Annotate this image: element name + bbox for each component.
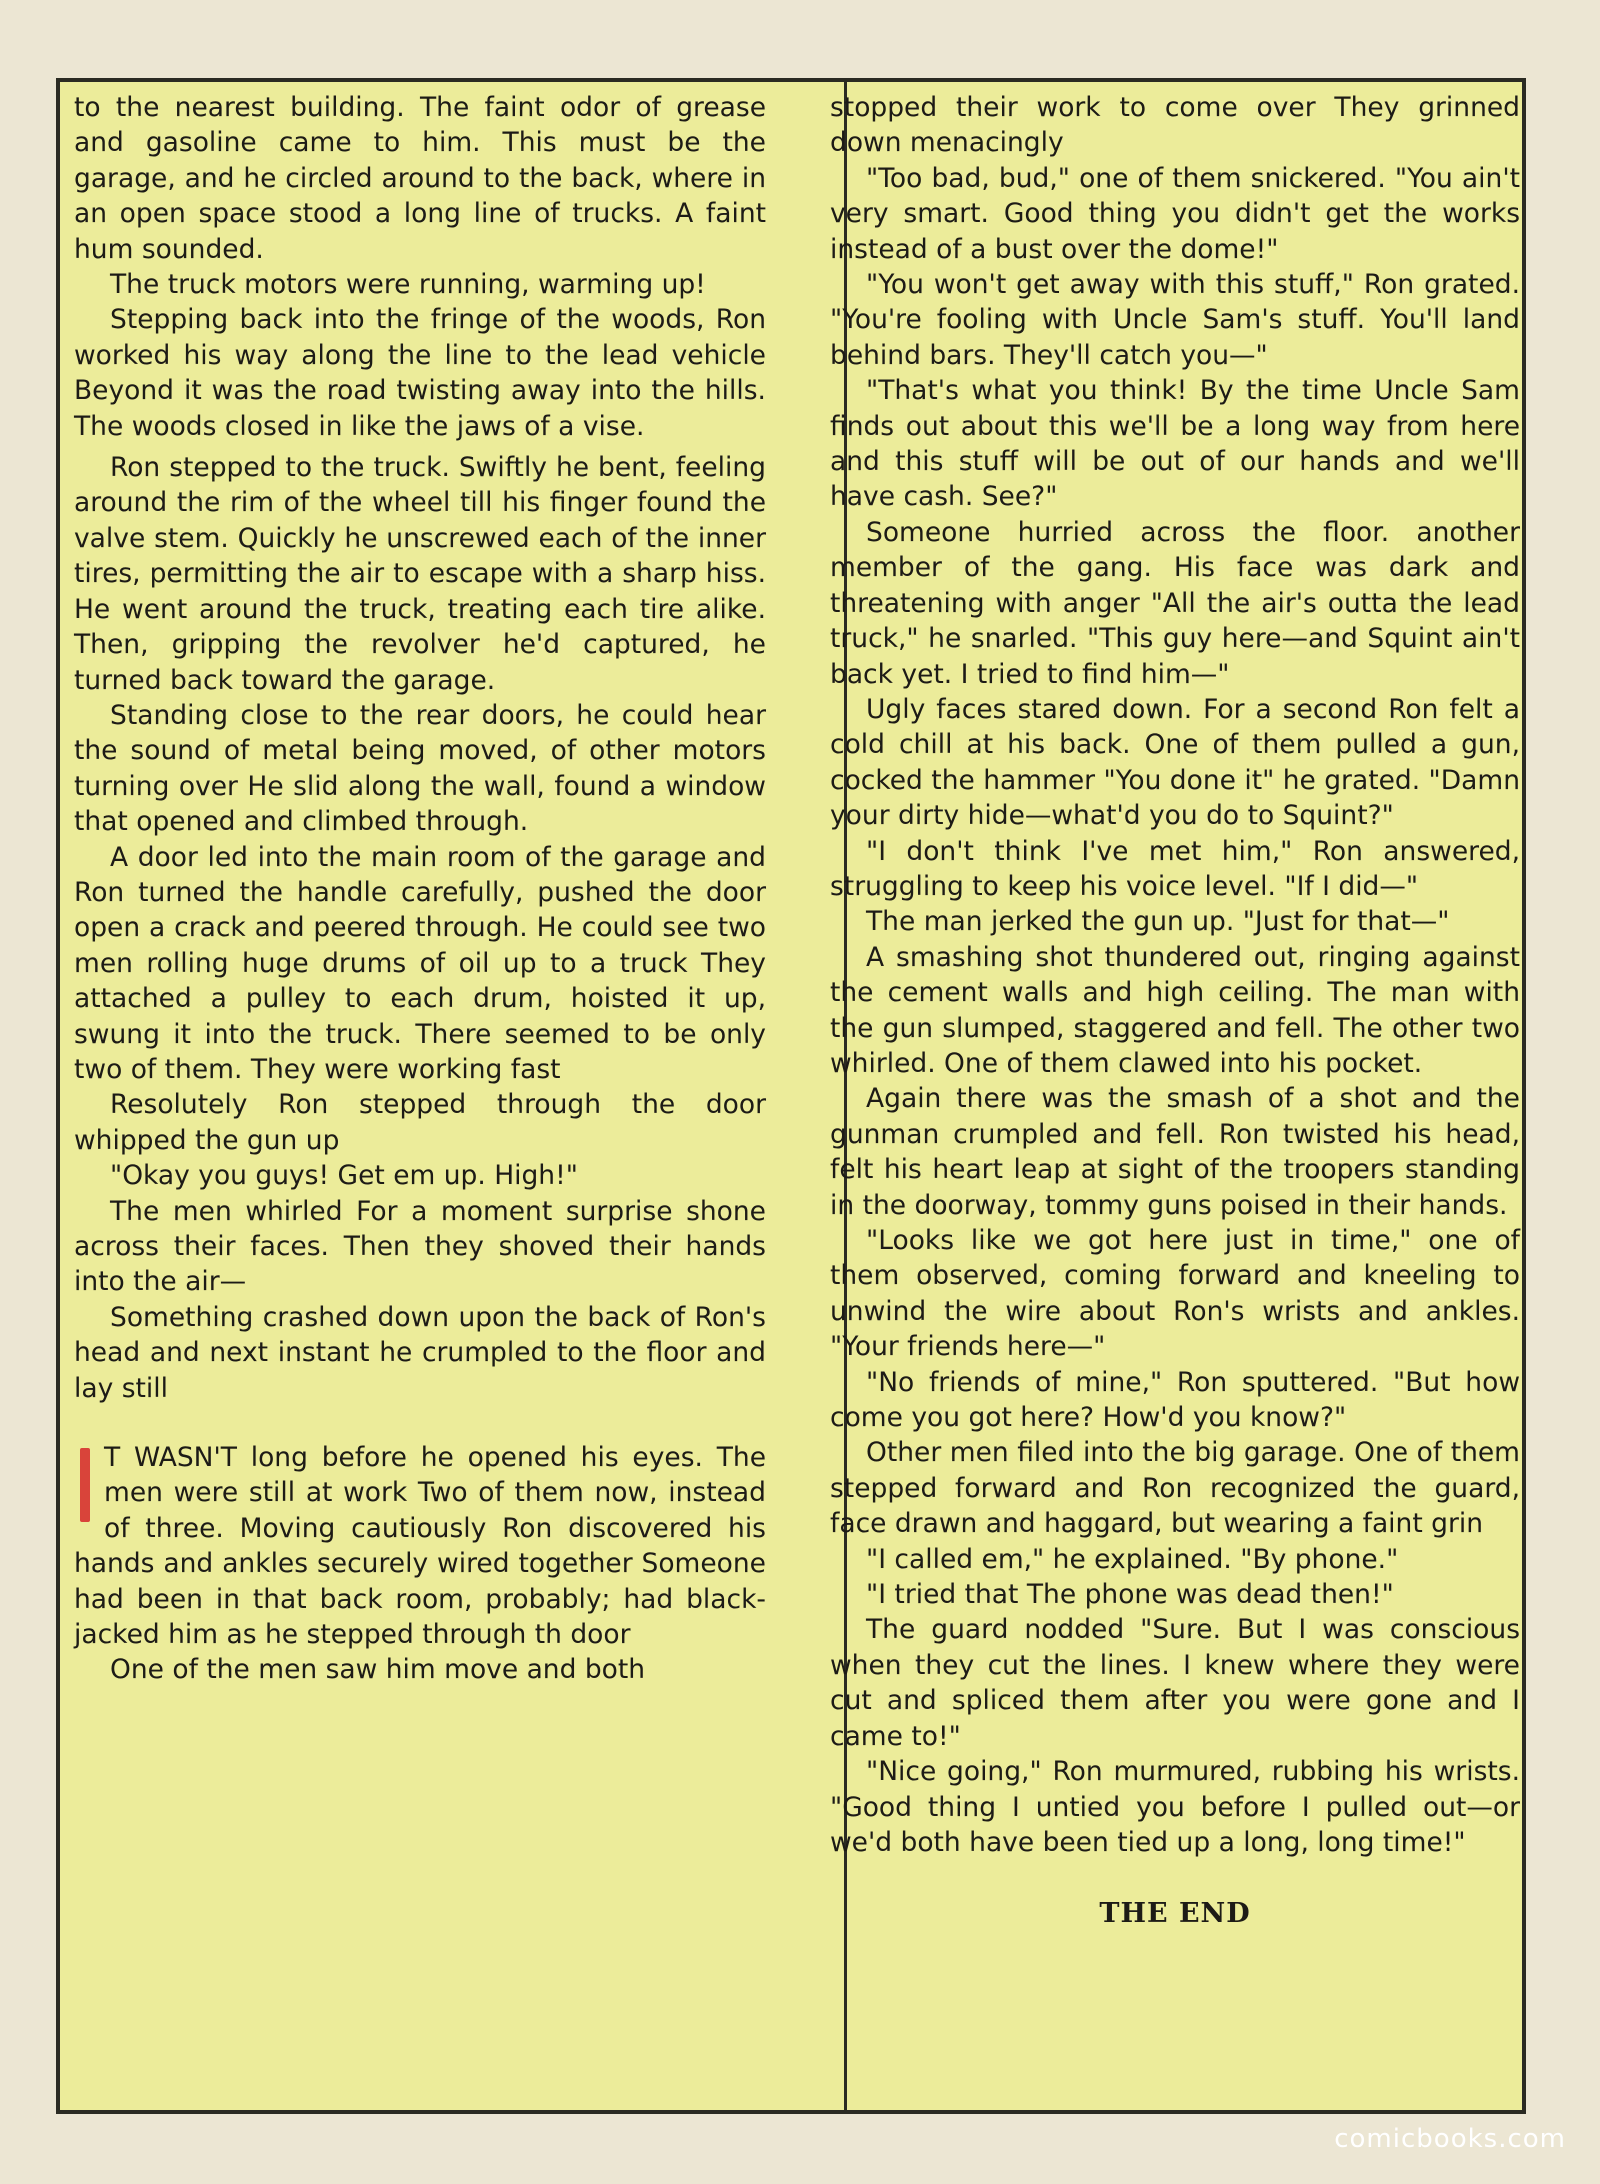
paragraph: "Nice going," Ron murmured, rubbing his wrists. "Good thing I untied you before I pulled out—or we'd both have been tied up a long, long time!" <box>830 1756 1520 1858</box>
left-column <box>74 90 766 1688</box>
paragraph: A door led into the main room of the garage and Ron turned the handle carefully, pushed the door open a crack and peered through. He could see two men rolling huge drums of oil up to a truck They attached a pulley to each drum, hoisted it up, swung it into the truck. There seemed to be only two of them. They were working fast <box>74 841 766 1085</box>
story-page <box>56 78 1526 2114</box>
paragraph: "I called em," he explained. "By phone." <box>866 1543 1399 1575</box>
paragraph: Someone hurried across the floor. another member of the gang. His face was dark and threatening with anger "All the air's outta the lead truck," he snarled. "This guy here—and Squint ain't back yet. I tried to find him—" <box>830 516 1520 690</box>
paragraph: A smashing shot thundered out, ringing against the cement walls and high ceiling. The man with the gun slumped, staggered and fell. The other two whirled. One of them clawed into his pocket. <box>830 941 1520 1079</box>
paragraph: "Too bad, bud," one of them snickered. "You ain't very smart. Good thing you didn't get the works instead of a bust over the dome!" <box>830 162 1520 265</box>
paragraph: "That's what you think! By the time Uncle Sam finds out about this we'll be a long way from here and this stuff will be out of our hands and we'll have cash. See?" <box>830 375 1520 513</box>
right-column <box>830 90 1520 1932</box>
the-end-label: THE END <box>1099 1898 1251 1930</box>
paragraph: to the nearest building. The faint odor of grease and gasoline came to him. This must be the garage, and he circled around to the back, where in an open space stood a long line of trucks. A faint hum sounded. <box>74 92 766 265</box>
paragraph: The truck motors were running, warming up! <box>110 269 706 301</box>
paragraph: stopped their work to come over They grinned down menacingly <box>830 92 1520 159</box>
paragraph: The men whirled For a moment surprise shone across their faces. Then they shoved their hands into the air— <box>74 1195 766 1298</box>
paragraph: "I tried that The phone was dead then!" <box>866 1579 1394 1611</box>
paragraph: The guard nodded "Sure. But I was conscious when they cut the lines. I knew where they were cut and spliced them after you were gone and I came to!" <box>830 1614 1520 1752</box>
paragraph: The man jerked the gun up. "Just for that—" <box>866 906 1450 938</box>
paragraph: One of the men saw him move and both <box>110 1654 646 1686</box>
paragraph: "I don't think I've met him," Ron answered, struggling to keep his voice level. "If I did—" <box>830 835 1520 902</box>
paragraph: Other men filed into the big garage. One of them stepped forward and Ron recognized the guard, face drawn and haggard, but wearing a faint grin <box>830 1437 1520 1540</box>
paragraph: T WASN'T long before he opened his eyes. The men were still at work Two of them now, instead of three. Moving cautiously Ron discovered his hands and ankles securely wired together Someone had been in that back room, probably; had black-jacked him as he stepped through th door <box>74 1442 766 1651</box>
paragraph: "Looks like we got here just in time," one of them observed, coming forward and kneeling to unwind the wire about Ron's wrists and ankles. "Your friends here—" <box>830 1225 1520 1363</box>
paragraph: "You won't get away with this stuff," Ron grated. "You're fooling with Uncle Sam's stuff. You'll land behind bars. They'll catch you—" <box>830 269 1520 371</box>
watermark: comicbooks.com <box>1334 2124 1566 2154</box>
paragraph: "No friends of mine," Ron sputtered. "But how come you got here? How'd you know?" <box>830 1366 1520 1434</box>
paragraph: Something crashed down upon the back of Ron's head and next instant he crumpled to the floor and lay still <box>74 1301 766 1404</box>
paragraph: Stepping back into the fringe of the woods, Ron worked his way along the line to the lead vehicle Beyond it was the road twisting away into the hills. The woods closed in like the jaws of a vise. <box>74 304 766 442</box>
paragraph: Standing close to the rear doors, he could hear the sound of metal being moved, of other motors turning over He slid along the wall, found a window that opened and climbed through. <box>74 699 766 838</box>
paragraph: Ron stepped to the truck. Swiftly he bent, feeling around the rim of the wheel till his finger found the valve stem. Quickly he unscrewed each of the inner tires, permitting the air to escape with a sharp hiss. He went around the truck, treating each tire alike. Then, gripping the revolver he'd captured, he turned back toward the garage. <box>74 452 766 696</box>
paragraph: Ugly faces stared down. For a second Ron felt a cold chill at his back. One of them pulled a gun, cocked the hammer "You done it" he grated. "Damn your dirty hide—what'd you do to Squint?" <box>830 693 1520 832</box>
paragraph: Resolutely Ron stepped through the door whipped the gun up <box>74 1089 766 1156</box>
paragraph: "Okay you guys! Get em up. High!" <box>110 1160 578 1192</box>
paragraph: Again there was the smash of a shot and the gunman crumpled and fell. Ron twisted his head, felt his heart leap at sight of the troopers standing in the doorway, tommy guns poised in their hands. <box>830 1083 1520 1221</box>
red-initial-bar <box>80 1448 90 1522</box>
dropcap-section <box>74 1440 766 1652</box>
